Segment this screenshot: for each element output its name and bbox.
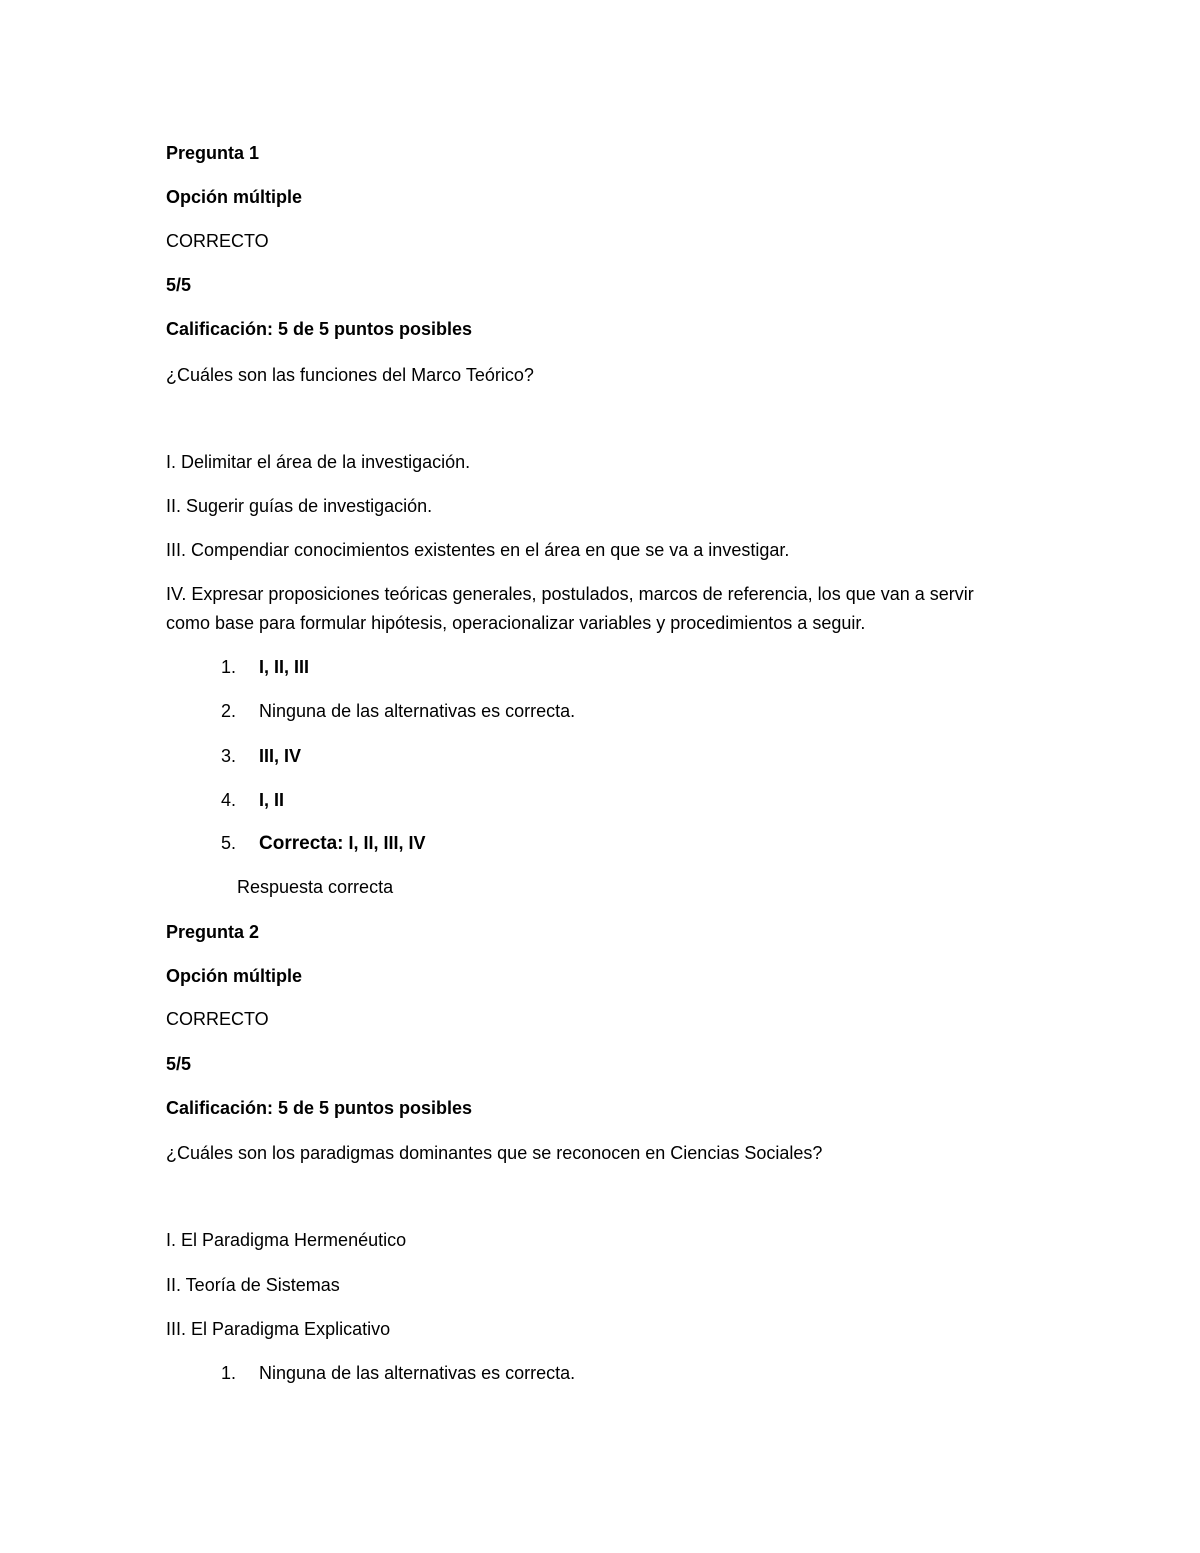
answer-option [166, 700, 575, 722]
question-type: Opción múltiple [166, 966, 303, 986]
option-number: 1. [220, 657, 236, 677]
statement: II. Sugerir guías de investigación. [166, 496, 433, 516]
statement: III. Compendiar conocimientos existentes en el área en que se va a investigar. [166, 540, 790, 560]
question-score: 5/5 [166, 1054, 192, 1074]
question-status: CORRECTO [166, 1009, 269, 1029]
option-text: I, II [259, 790, 285, 810]
answer-option [166, 656, 309, 678]
answer-option [166, 745, 301, 767]
question-type: Opción múltiple [166, 187, 303, 207]
statement: III. El Paradigma Explicativo [166, 1319, 391, 1339]
statement: I. Delimitar el área de la investigación. [166, 452, 471, 472]
option-number: 5. [220, 833, 236, 853]
answer-option [166, 789, 284, 811]
option-number: 2. [220, 701, 236, 721]
correct-label: Correcta: [259, 833, 344, 854]
statement: IV. Expresar proposiciones teóricas generales, postulados, marcos de referencia, los que van a servir como base para formular hipótesis, operacionalizar variables y procedimientos a seguir. [166, 584, 974, 633]
statement: II. Teoría de Sistemas [166, 1275, 340, 1295]
answer-option [166, 1362, 575, 1384]
option-text: III, IV [259, 746, 302, 766]
option-text: Ninguna de las alternativas es correcta. [259, 701, 576, 721]
question-status: CORRECTO [166, 231, 269, 251]
question-prompt: ¿Cuáles son las funciones del Marco Teórico? [166, 365, 534, 385]
option-text: I, II, III [259, 657, 310, 677]
question-grade: Calificación: 5 de 5 puntos posibles [166, 1098, 473, 1118]
question-score: 5/5 [166, 275, 192, 295]
question-title: Pregunta 2 [166, 922, 260, 942]
statement: I. El Paradigma Hermenéutico [166, 1230, 407, 1250]
option-text: I, II, III, IV [348, 833, 426, 853]
option-text: Ninguna de las alternativas es correcta. [259, 1363, 576, 1383]
option-number: 3. [220, 746, 236, 766]
option-number: 1. [220, 1363, 236, 1383]
question-grade: Calificación: 5 de 5 puntos posibles [166, 319, 473, 339]
answer-option-correct [166, 832, 426, 855]
question-prompt: ¿Cuáles son los paradigmas dominantes que se reconocen en Ciencias Sociales? [166, 1143, 823, 1163]
option-number: 4. [220, 790, 236, 810]
answer-feedback: Respuesta correcta [237, 877, 394, 897]
question-title: Pregunta 1 [166, 143, 260, 163]
